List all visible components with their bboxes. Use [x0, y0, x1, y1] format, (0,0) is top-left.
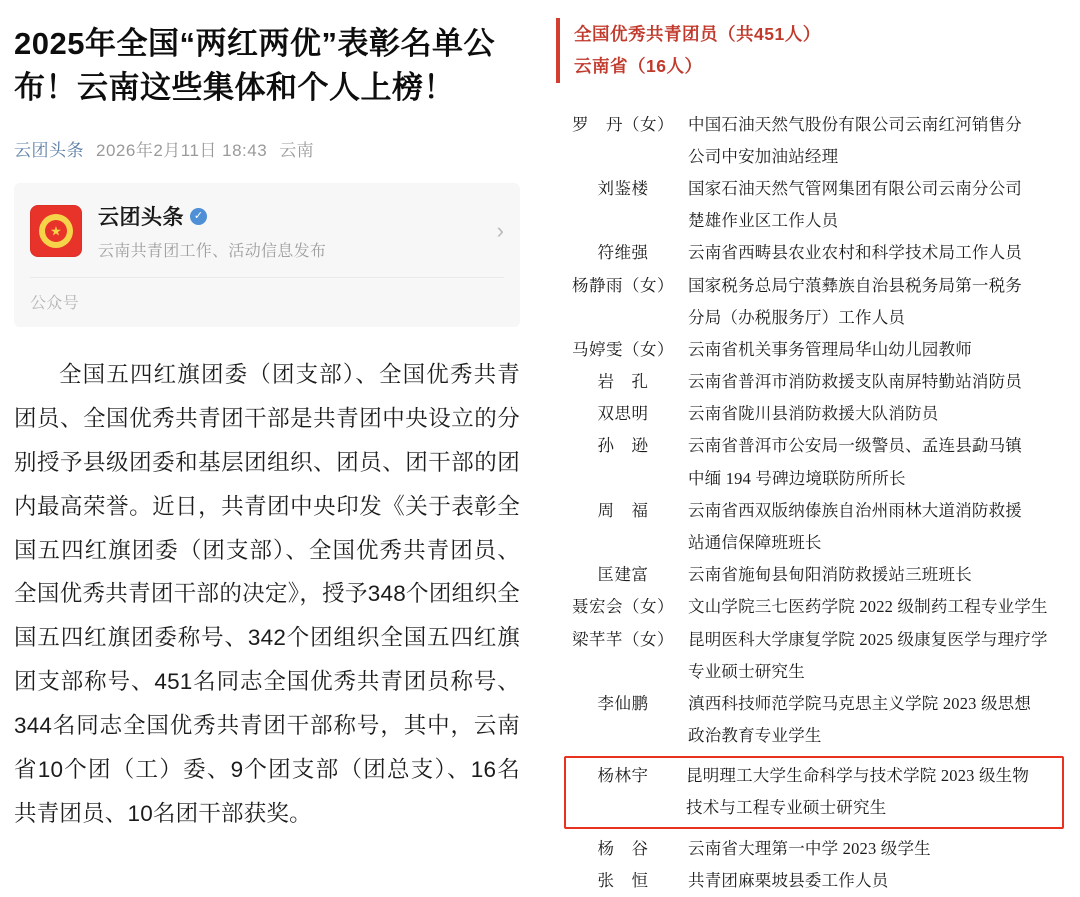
list-item: [564, 833, 1070, 865]
honoree-description-line1: 文山学院三七医药学院 2022 级制药工程专业学生: [688, 597, 1048, 617]
honoree-description-line1: 云南省陇川县消防救援大队消防员: [688, 404, 939, 424]
honoree-name: 李仙鹏: [597, 693, 649, 713]
account-text: [98, 201, 487, 261]
list-item: [564, 559, 1070, 591]
article-datetime: 2026年2月11日 18:43: [96, 141, 268, 161]
honoree-description-line2: 专业硕士研究生: [688, 661, 805, 681]
honoree-description-line2: 政治教育专业学生: [688, 726, 822, 746]
honoree-description-line1: 昆明医科大学康复学院 2025 级康复医学与理疗学: [688, 629, 1048, 649]
honoree-description: [680, 760, 1062, 824]
article-source: 云团头条: [14, 141, 84, 161]
account-tag: 公众号: [30, 295, 79, 313]
list-item: [564, 173, 1070, 237]
list-item: [564, 624, 1070, 688]
account-main: [30, 201, 504, 261]
honoree-name: 双思明: [597, 404, 649, 424]
honor-list-column: [556, 0, 1080, 896]
honoree-description-line2: 中缅 194 号碑边境联防所所长: [688, 468, 906, 488]
list-item: [564, 109, 1070, 173]
honoree-description: [682, 398, 1070, 430]
account-name: 云团头条: [98, 206, 184, 230]
honoree-description-line1: 国家石油天然气管网集团有限公司云南分公司: [688, 179, 1022, 199]
honoree-name: 张 恒: [597, 870, 649, 890]
honor-list-heading-line1: 全国优秀共青团员（共451人）: [574, 24, 821, 44]
honoree-description: [682, 591, 1070, 623]
honoree-description-line1: 昆明理工大学生命科学与技术学院 2023 级生物: [686, 766, 1030, 786]
honoree-description: [682, 865, 1070, 897]
honoree-name: 周 福: [597, 500, 649, 520]
honoree-name: 匡建富: [597, 565, 649, 585]
account-name-row: [98, 201, 487, 231]
honoree-name: 梁芊芊（女）: [572, 629, 674, 649]
honoree-name: 孙 逊: [597, 436, 649, 456]
account-description: 云南共青团工作、活动信息发布: [98, 243, 327, 261]
honoree-description: [682, 624, 1070, 688]
list-item: [564, 270, 1070, 334]
chevron-right-icon[interactable]: ›: [496, 218, 504, 244]
honoree-name: 马婷雯（女）: [572, 339, 674, 359]
honoree-description-line1: 云南省西双版纳傣族自治州雨林大道消防救援: [688, 500, 1022, 520]
honoree-description-line1: 云南省西畴县农业农村和科学技术局工作人员: [688, 243, 1022, 263]
honoree-description-line1: 云南省施甸县甸阳消防救援站三班班长: [688, 565, 972, 585]
honoree-description: [682, 430, 1070, 494]
honoree-description-line1: 云南省大理第一中学 2023 级学生: [688, 838, 931, 858]
list-item: [564, 865, 1070, 897]
article-location: 云南: [279, 141, 315, 161]
article-body: 全国五四红旗团委（团支部）、全国优秀共青团员、全国优秀共青团干部是共青团中央设立的分别授予县级团委和基层团组织、团员、团干部的团内最高荣誉。近日，共青团中央印发《关于表彰全国五四红旗团委（团支部）、全国优秀共青团员、全国优秀共青团干部的决定》，授予348个团组织全国五四红旗团委称号、342个团组织全国五四红旗团支部称号、451名同志全国优秀共青团员称号、344名同志全国优秀共青团干部称号，其中，云南省10个团（工）委、9个团支部（团总支）、16名共青团员、10名团干部获奖。: [14, 362, 520, 826]
honoree-description-line1: 云南省普洱市公安局一级警员、孟连县勐马镇: [688, 436, 1022, 456]
list-item-highlighted: [564, 756, 1064, 828]
list-item: [564, 366, 1070, 398]
list-item: [564, 495, 1070, 559]
honoree-name: 罗 丹（女）: [572, 114, 674, 134]
honoree-description: [682, 334, 1070, 366]
list-item: [564, 237, 1070, 269]
honoree-description-line2: 公司中安加油站经理: [688, 146, 839, 166]
honoree-description-line2: 站通信保障班班长: [688, 532, 822, 552]
honoree-description-line2: 技术与工程专业硕士研究生: [686, 798, 887, 818]
honoree-name: 岩 孔: [597, 372, 649, 392]
honoree-description-line1: 国家税务总局宁蒗彝族自治县税务局第一税务: [688, 275, 1022, 295]
honoree-description-line1: 滇西科技师范学院马克思主义学院 2023 级思想: [688, 693, 1032, 713]
honoree-description-line2: 楚雄作业区工作人员: [688, 211, 839, 231]
honoree-description-line1: 中国石油天然气股份有限公司云南红河销售分: [688, 114, 1022, 134]
star-icon: ★: [50, 223, 62, 239]
honoree-description-line1: 云南省机关事务管理局华山幼儿园教师: [688, 339, 972, 359]
honoree-description: [682, 559, 1070, 591]
honoree-description-line2: 分局（办税服务厅）工作人员: [688, 307, 906, 327]
honoree-description-line1: 共青团麻栗坡县委工作人员: [688, 870, 889, 890]
honoree-description-line1: 云南省普洱市消防救援支队南屏特勤站消防员: [688, 372, 1022, 392]
list-item: [564, 398, 1070, 430]
honoree-description: [682, 495, 1070, 559]
page-title: 2025年全国“两红两优”表彰名单公布！云南这些集体和个人上榜！: [14, 26, 495, 106]
list-item: [564, 334, 1070, 366]
honor-list-heading-line2: 云南省（16人）: [574, 56, 703, 77]
account-card[interactable]: [14, 183, 520, 327]
honoree-name: 刘鉴楼: [597, 179, 649, 199]
list-item: [564, 688, 1070, 752]
honoree-description: [682, 833, 1070, 865]
honoree-name: 杨林宇: [597, 766, 649, 786]
honoree-name: 杨 谷: [597, 838, 649, 858]
avatar: [30, 205, 82, 257]
honoree-description: [682, 366, 1070, 398]
article-meta: [14, 136, 520, 161]
honor-list-heading: [556, 18, 1070, 83]
honor-list: [556, 109, 1070, 897]
honoree-name: 符维强: [597, 243, 649, 263]
list-item: [564, 591, 1070, 623]
verified-badge-icon: ✓: [190, 208, 207, 225]
honoree-description: [682, 109, 1070, 173]
honoree-description: [682, 173, 1070, 237]
honoree-description: [682, 237, 1070, 269]
honoree-name: 杨静雨（女）: [572, 275, 674, 295]
honoree-description: [682, 270, 1070, 334]
honoree-name: 聂宏会（女）: [572, 597, 674, 617]
honoree-description: [682, 688, 1070, 752]
list-item: [564, 430, 1070, 494]
